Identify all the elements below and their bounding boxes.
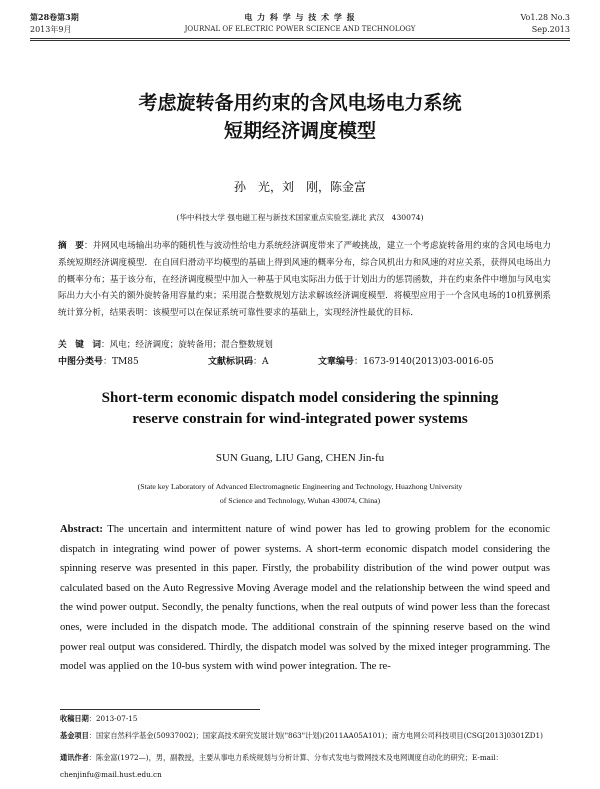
footnote-rule [60, 709, 260, 710]
header-volume-en: Vo1.28 No.3 [520, 13, 570, 22]
abstract-en [60, 520, 550, 677]
fund-value: ：国家自然科学基金(50937002)；国家高技术研究发展计划("863"计划)(2011AA05A101)；南方电网公司科技项目(CSG[2013]0301ZD1) [88, 731, 543, 740]
title-en-line2: reserve constrain for wind-integrated power systems [132, 411, 468, 427]
keywords-cn [58, 338, 273, 350]
affiliation-en-line1: (State key Laboratory of Advanced Electromagnetic Engineering and Technology, Huazhong University [137, 482, 463, 491]
abstract-en-text: The uncertain and intermittent nature of wind power has led to growing problem for the economic dispatch in integrating wind power of power systems. A short-term economic dispatch model considering the spinning reserve was presented in this paper. Firstly, the probability distribution of the wind power output was calculated based on the Auto Regressive Moving Average model and the relationship between the wind speed and the wind power output. Secondly, the penalty functions, when the real outputs of wind power less than the forecast ones, were included in the dispatch mode. The additional constrain of the spinning reserve based on the wind power real output was considered. Thirdly, the dispatch model was solved by the mixed integer programming. The model was applied on the 10-bus system with wind power integration. The re- [60, 524, 550, 673]
header-rule [30, 38, 570, 39]
article-number [318, 354, 494, 367]
bio-value: ：陈金富(1972—)，男，副教授，主要从事电力系统规划与分析计算、分布式发电与微网技术及电网调度自动化的研究；E-mail：chenjinfu@mail.hust.edu.cn [60, 753, 503, 779]
bio-label: 通讯作者 [60, 753, 89, 762]
footnote-fund [60, 728, 560, 745]
received-value: ：2013-07-15 [88, 714, 138, 723]
received-label: 收稿日期 [60, 714, 89, 723]
authors-cn: 孙 光，刘 刚，陈金富 [233, 180, 366, 194]
header-volume-cn: 第28卷第3期 [30, 12, 79, 22]
abstract-en-label: Abstract: [60, 524, 103, 535]
doc-code-label: 文献标识码 [208, 357, 254, 367]
header-date-en: Sep.2013 [531, 25, 570, 34]
header-date-cn: 2013年9月 [30, 25, 72, 34]
keywords-cn-text: ：风电；经济调度；旋转备用；混合整数规划 [100, 340, 273, 350]
authors-en: SUN Guang, LIU Gang, CHEN Jin-fu [215, 452, 385, 464]
clc-label: 中图分类号 [58, 357, 104, 367]
header-journal-cn: 电 力 科 学 与 技 术 学 报 [244, 12, 356, 22]
article-no-label: 文章编号 [318, 357, 355, 367]
clc-value: ：TM85 [103, 357, 139, 367]
affiliation-cn: (华中科技大学 强电磁工程与新技术国家重点实验室,湖北 武汉 430074) [176, 213, 424, 222]
title-cn-line2: 短期经济调度模型 [223, 120, 376, 142]
abstract-cn [58, 238, 551, 322]
footnote-author-bio [60, 750, 560, 783]
document-code [208, 354, 269, 367]
keywords-cn-label: 关 键 词 [58, 340, 101, 350]
header-journal-en: JOURNAL OF ELECTRIC POWER SCIENCE AND TECHNOLOGY [184, 25, 416, 33]
article-no-value: ：1673-9140(2013)03-0016-05 [354, 357, 494, 367]
affiliation-en-line2: of Science and Technology, Wuhan 430074, China) [219, 496, 381, 505]
clc-number [58, 354, 139, 367]
title-cn-line1: 考虑旋转备用约束的含风电场电力系统 [138, 92, 462, 114]
header-rule-thin [30, 40, 570, 41]
doc-code-value: ：A [253, 357, 269, 367]
abstract-cn-label: 摘 要 [58, 241, 84, 251]
fund-label: 基金项目 [60, 731, 89, 740]
abstract-cn-text: ：并网风电场输出功率的随机性与波动性给电力系统经济调度带来了严峻挑战，建立一个考虑旋转备用约束的含风电场电力系统短期经济调度模型．在自回归滑动平均模型的基础上得到风速的概率分布，综合风机出力和风速的对应关系，获得风电场出力的概率分布；基于该分布，在经济调度模型中加入一种基于风电实际出力低于计划出力的惩罚函数，并在约束条件中增加与风电实际出力大小有关的额外旋转备用容量约束；采用混合整数规划方法求解该经济调度模型．将模型应用于一个含风电场的10机算例系统计算分析，结果表明：该模型可以在保证系统可靠性要求的基础上，实现经济性最优的目标． [58, 241, 551, 319]
footnote-received [60, 711, 560, 728]
title-en-line1: Short-term economic dispatch model considering the spinning [101, 390, 499, 406]
